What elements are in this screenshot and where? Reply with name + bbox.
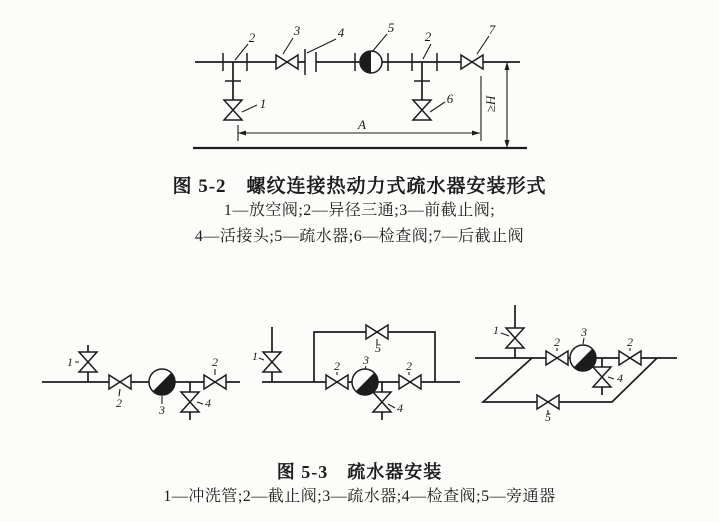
stop-valve-right-symbol: [619, 351, 641, 365]
callout-trap: 5: [387, 20, 395, 35]
callout-flush-pipe: 1: [252, 349, 258, 363]
callout-trap: 3: [363, 353, 369, 367]
callout-stop-valve-right: 2: [627, 335, 633, 349]
rear-stop-valve-symbol: [461, 55, 483, 69]
callout-check-valve: 4: [617, 371, 623, 385]
callout-flush-pipe: 1: [67, 355, 73, 369]
fig-5-3-legend: 1—冲洗管;2—截止阀;3—疏水器;4—检查阀;5—旁通器: [163, 488, 556, 505]
callout-front-stop-valve: 3: [293, 23, 301, 38]
callout-stop-valve-right: 2: [406, 359, 412, 373]
callout-check-valve: 4: [205, 396, 211, 410]
callout-stop-valve-left: 2: [116, 396, 122, 410]
callout-rear-stop-valve: 7: [488, 22, 496, 37]
thread-joint-ticks: [223, 53, 437, 81]
flush-pipe-valve-symbol: [506, 328, 524, 348]
callout-bypass: 5: [545, 410, 551, 424]
callout-bypass: 5: [375, 341, 381, 355]
stop-valve-right-symbol: [204, 375, 226, 389]
callout-trap: 3: [581, 325, 587, 339]
fig-5-3-title: 图 5-3 疏水器安装: [276, 462, 443, 482]
stop-valve-left-symbol: [546, 351, 568, 365]
steam-trap-symbol: [352, 369, 378, 395]
stop-valve-left-symbol: [109, 375, 131, 389]
fig-5-3-left-diagram: [42, 345, 240, 420]
callout-flush-pipe: 1: [493, 323, 499, 337]
fig-5-3-right-diagram: [475, 305, 677, 424]
bypass-valve-symbol: [366, 325, 388, 339]
fig-5-3-caption: [0, 461, 719, 510]
fig-5-2-diagram: [193, 20, 527, 148]
callout-tee-left: 2: [248, 30, 256, 45]
bypass-loop: [483, 358, 657, 402]
check-valve-symbol: [373, 392, 391, 412]
bypass-valve-symbol: [537, 395, 559, 409]
stop-valve-left-symbol: [326, 375, 348, 389]
callout-union: 4: [337, 25, 345, 40]
flush-pipe-valve-symbol: [263, 352, 281, 372]
steam-trap-symbol: [360, 51, 382, 73]
fig-5-3-middle-diagram: [252, 325, 460, 420]
steam-trap-symbol: [149, 369, 175, 395]
dim-label-a: A: [358, 117, 366, 132]
dim-label-h: ≥H: [483, 95, 498, 113]
vent-valve-symbol: [224, 100, 242, 120]
stop-valve-right-symbol: [399, 375, 421, 389]
callout-tee-right: 2: [424, 29, 432, 44]
branch-pipes: [233, 62, 422, 100]
branch-pipes: [272, 327, 382, 420]
front-stop-valve-symbol: [276, 55, 298, 69]
branch-pipes: [515, 305, 602, 395]
callout-check-valve: 4: [397, 401, 403, 415]
union-symbol: [305, 49, 316, 75]
callout-stop-valve-right: 2: [212, 355, 218, 369]
callout-check-valve: 6: [446, 91, 454, 106]
fig-5-2-legend-line1: 1—放空阀;2—异径三通;3—前截止阀;: [223, 202, 496, 219]
fig-5-2-legend-line2: 4—活接头;5—疏水器;6—检查阀;7—后截止阀: [194, 228, 525, 245]
callout-stop-valve-left: 2: [334, 359, 340, 373]
callout-vent-valve: 1: [259, 96, 267, 111]
callout-stop-valve-left: 2: [554, 335, 560, 349]
check-valve-symbol: [181, 392, 199, 412]
callout-trap: 3: [159, 403, 165, 417]
flush-pipe-valve-symbol: [79, 352, 97, 372]
steam-trap-symbol: [570, 345, 596, 371]
fig-5-2-caption: [0, 175, 719, 250]
dimension-lines: [238, 62, 510, 148]
fig-5-2-title: 图 5-2 螺纹连接热动力式疏水器安装形式: [172, 176, 547, 197]
check-valve-symbol: [413, 100, 431, 120]
